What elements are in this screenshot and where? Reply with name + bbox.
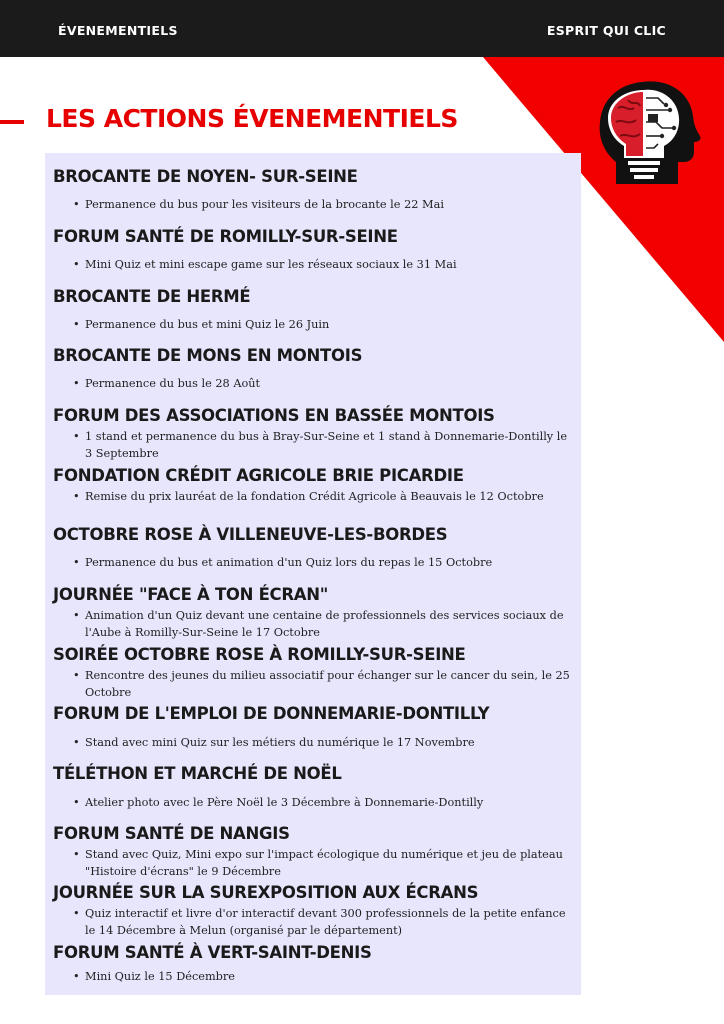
event-bullet: • Mini Quiz le 15 Décembre bbox=[53, 968, 573, 985]
event-section bbox=[53, 227, 573, 273]
event-bullets bbox=[53, 846, 573, 880]
event-section bbox=[53, 883, 573, 939]
event-bullets bbox=[53, 794, 573, 811]
event-title: FORUM DES ASSOCIATIONS EN BASSÉE MONTOIS bbox=[53, 406, 495, 425]
event-title: FONDATION CRÉDIT AGRICOLE BRIE PICARDIE bbox=[53, 466, 464, 485]
event-bullet: • Permanence du bus et animation d'un Quiz lors du repas le 15 Octobre bbox=[53, 554, 573, 571]
event-title: FORUM SANTÉ DE NANGIS bbox=[53, 824, 290, 843]
event-section bbox=[53, 645, 573, 701]
event-title: TÉLÉTHON ET MARCHÉ DE NOËL bbox=[53, 764, 342, 783]
event-bullet: • Permanence du bus le 28 Août bbox=[53, 375, 573, 392]
event-title: JOURNÉE SUR LA SUREXPOSITION AUX ÉCRANS bbox=[53, 883, 479, 902]
event-title: FORUM SANTÉ À VERT-SAINT-DENIS bbox=[53, 943, 372, 962]
event-section bbox=[53, 287, 573, 333]
event-section bbox=[53, 764, 573, 811]
event-bullets bbox=[53, 905, 573, 939]
event-bullets bbox=[53, 375, 573, 392]
event-bullet: • Stand avec Quiz, Mini expo sur l'impact écologique du numérique et jeu de plateau "Histoire d'écrans" le 9 Décembre bbox=[53, 846, 573, 880]
title-accent-line bbox=[0, 120, 24, 124]
event-bullet: • Rencontre des jeunes du milieu associatif pour échanger sur le cancer du sein, le 25 Octobre bbox=[53, 667, 573, 701]
event-bullets bbox=[53, 667, 573, 701]
event-bullets bbox=[53, 428, 573, 462]
head-brain-circuit-icon bbox=[598, 78, 702, 188]
event-section bbox=[53, 346, 573, 392]
event-bullets bbox=[53, 554, 573, 571]
event-section bbox=[53, 824, 573, 880]
event-bullet: • Stand avec mini Quiz sur les métiers du numérique le 17 Novembre bbox=[53, 734, 573, 751]
event-section bbox=[53, 466, 573, 505]
event-section bbox=[53, 525, 573, 571]
event-title: OCTOBRE ROSE À VILLENEUVE-LES-BORDES bbox=[53, 525, 448, 544]
event-bullet: • Permanence du bus et mini Quiz le 26 Juin bbox=[53, 316, 573, 333]
event-bullet: • 1 stand et permanence du bus à Bray-Sur-Seine et 1 stand à Donnemarie-Dontilly le 3 Septembre bbox=[53, 428, 573, 462]
event-bullets bbox=[53, 488, 573, 505]
event-section bbox=[53, 585, 573, 641]
event-bullets bbox=[53, 196, 573, 213]
event-bullet: • Permanence du bus pour les visiteurs de la brocante le 22 Mai bbox=[53, 196, 573, 213]
event-bullet: • Atelier photo avec le Père Noël le 3 Décembre à Donnemarie-Dontilly bbox=[53, 794, 573, 811]
event-bullet: • Quiz interactif et livre d'or interactif devant 300 professionnels de la petite enfance le 14 Décembre à Melun (organisé par le département) bbox=[53, 905, 573, 939]
event-title: SOIRÉE OCTOBRE ROSE À ROMILLY-SUR-SEINE bbox=[53, 645, 466, 664]
event-bullets bbox=[53, 734, 573, 751]
event-bullet: • Remise du prix lauréat de la fondation Crédit Agricole à Beauvais le 12 Octobre bbox=[53, 488, 573, 505]
event-bullets bbox=[53, 968, 573, 985]
event-title: BROCANTE DE NOYEN- SUR-SEINE bbox=[53, 167, 358, 186]
event-section bbox=[53, 406, 573, 462]
event-bullet: • Animation d'un Quiz devant une centaine de professionnels des services sociaux de l'Aube à Romilly-Sur-Seine le 17 Octobre bbox=[53, 607, 573, 641]
event-title: FORUM SANTÉ DE ROMILLY-SUR-SEINE bbox=[53, 227, 398, 246]
header-right-label: ESPRIT QUI CLIC bbox=[546, 23, 666, 38]
event-title: BROCANTE DE MONS EN MONTOIS bbox=[53, 346, 363, 365]
event-title: JOURNÉE "FACE À TON ÉCRAN" bbox=[53, 585, 329, 604]
event-section bbox=[53, 704, 573, 751]
event-title: FORUM DE L'EMPLOI DE DONNEMARIE-DONTILLY bbox=[53, 704, 490, 723]
event-section bbox=[53, 167, 573, 213]
header-left-label: ÉVENEMENTIELS bbox=[58, 23, 178, 38]
event-bullet: • Mini Quiz et mini escape game sur les réseaux sociaux le 31 Mai bbox=[53, 256, 573, 273]
event-bullets bbox=[53, 256, 573, 273]
event-section bbox=[53, 943, 573, 985]
top-bar bbox=[0, 0, 724, 57]
event-title: BROCANTE DE HERMÉ bbox=[53, 287, 251, 306]
page-title: LES ACTIONS ÉVENEMENTIELS bbox=[46, 104, 458, 133]
event-bullets bbox=[53, 607, 573, 641]
event-bullets bbox=[53, 316, 573, 333]
